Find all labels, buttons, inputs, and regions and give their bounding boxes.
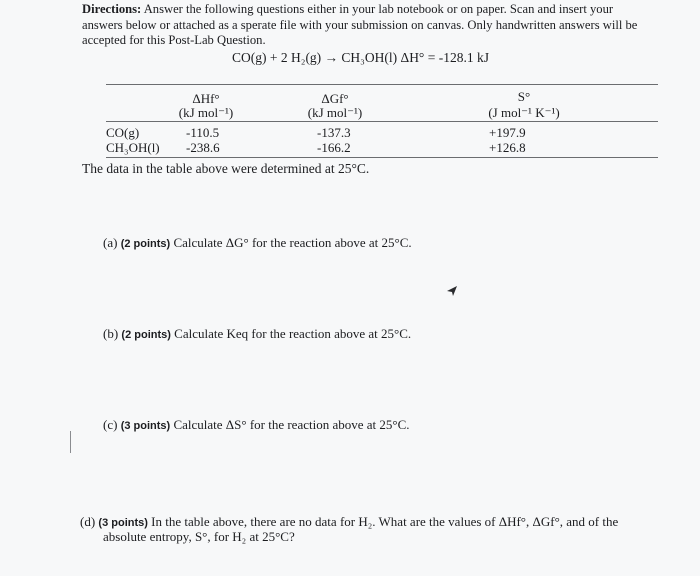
question-d-continued bbox=[103, 528, 295, 545]
directions-line-2: answers below or attached as a sperate file with your submission on canvas. Only handwritten answers will be bbox=[82, 17, 638, 32]
directions-line-3: accepted for this Post-Lab Question. bbox=[82, 33, 266, 48]
question-c bbox=[103, 416, 410, 435]
row-dHf: -110.5 bbox=[186, 125, 220, 140]
question-text-line-2: absolute entropy, S°, for H₂ at 25°C? bbox=[103, 529, 295, 544]
header-S-symbol: S° bbox=[517, 89, 531, 104]
question-label: (b) bbox=[103, 326, 119, 341]
question-a bbox=[103, 234, 412, 253]
row-dGf: -166.2 bbox=[317, 140, 351, 155]
directions-paragraph bbox=[82, 2, 672, 49]
reaction-equation: CO(g) + 2 H₂(g) → CH₃OH(l) ΔH° = -128.1 kJ bbox=[232, 50, 489, 65]
row-dHf: -238.6 bbox=[186, 140, 220, 155]
directions-label: Directions: bbox=[82, 2, 142, 16]
table-top-rule bbox=[106, 84, 658, 85]
directions-line-1: Answer the following questions either in your lab notebook or on paper. Scan and insert your bbox=[141, 2, 614, 16]
row-dGf: -137.3 bbox=[317, 125, 351, 140]
row-species: CH₃OH(l) bbox=[106, 140, 160, 155]
question-points: (2 points) bbox=[121, 329, 171, 341]
question-label: (d) bbox=[80, 514, 96, 529]
header-dHf-unit: (kJ mol⁻¹) bbox=[178, 105, 234, 120]
question-b bbox=[103, 325, 411, 344]
text-caret bbox=[70, 431, 71, 453]
question-text: Calculate Keq for the reaction above at 25°C. bbox=[174, 326, 412, 341]
question-label: (a) bbox=[103, 235, 118, 250]
row-S: +197.9 bbox=[489, 125, 526, 140]
table-note: The data in the table above were determined at 25°C. bbox=[82, 161, 370, 176]
header-S-unit: (J mol⁻¹ K⁻¹) bbox=[488, 105, 560, 120]
question-label: (c) bbox=[103, 417, 118, 432]
table-header-rule bbox=[106, 121, 658, 122]
question-text: Calculate ΔS° for the reaction above at 25°C. bbox=[173, 417, 410, 432]
question-points: (3 points) bbox=[120, 420, 171, 432]
table-bottom-rule bbox=[106, 157, 658, 158]
header-dGf-symbol: ΔGf° bbox=[321, 91, 349, 106]
header-dHf-symbol: ΔHf° bbox=[192, 91, 220, 106]
row-species: CO(g) bbox=[106, 125, 140, 140]
header-dGf-unit: (kJ mol⁻¹) bbox=[307, 105, 363, 120]
mouse-pointer-icon bbox=[446, 285, 458, 297]
question-text-line-1: In the table above, there are no data for H₂. What are the values of ΔHf°, ΔGf°, and of the bbox=[151, 514, 619, 529]
question-points: (3 points) bbox=[98, 517, 148, 529]
question-text: Calculate ΔG° for the reaction above at 25°C. bbox=[173, 235, 412, 250]
row-S: +126.8 bbox=[489, 140, 526, 155]
question-points: (2 points) bbox=[120, 238, 171, 250]
